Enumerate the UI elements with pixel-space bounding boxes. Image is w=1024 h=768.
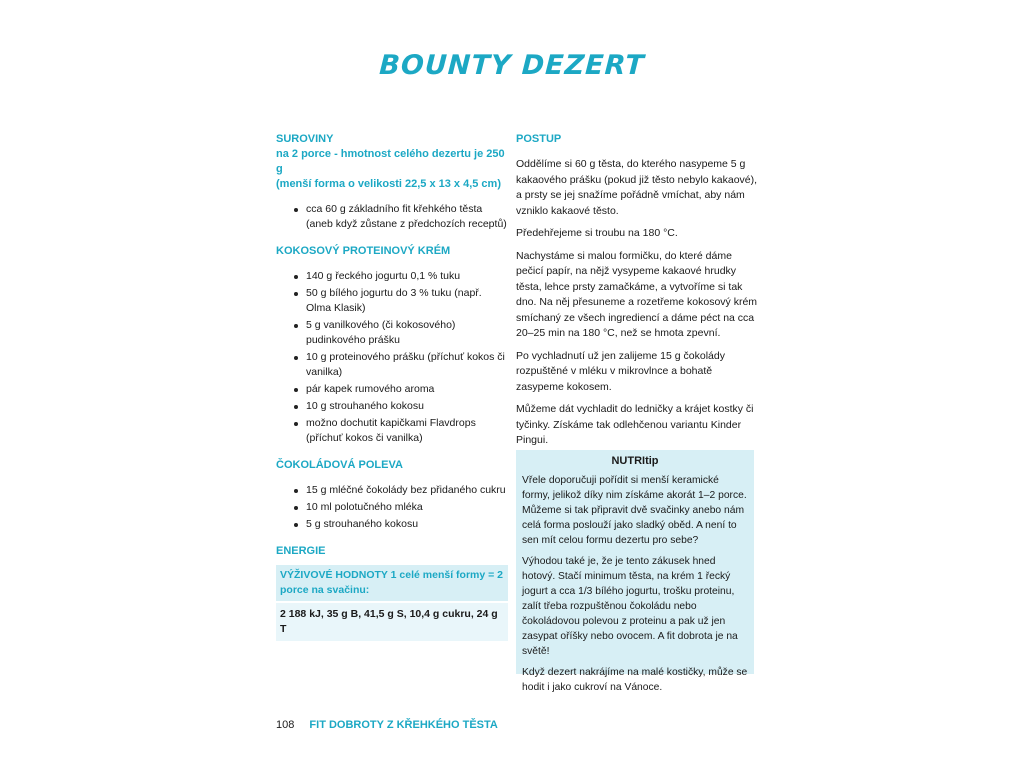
procedure-paragraph: Nachystáme si malou formičku, do které dáme pečicí papír, na nějž vysypeme kakaové hrudky těsta, lehce prsty zamačkáme, a vytvoříme si tak dno. Na něj přesuneme a rozetřeme kokosový krém smíchaný ze všech ingrediencí a dáme péct na cca 20–25 min na 180 °C, než se hmota zpevní. — [516, 249, 758, 339]
ingredients-column — [276, 132, 508, 641]
procedure-paragraph: Předehřejeme si troubu na 180 °C. — [516, 227, 678, 239]
ingredients-subheading-2: (menší forma o velikosti 22,5 x 13 x 4,5 cm) — [276, 178, 501, 190]
energy-label: VÝŽIVOVÉ HODNOTY 1 celé menší formy = 2 porce na svačinu: — [276, 565, 508, 601]
list-item: 5 g vanilkového (či kokosového) pudinkového prášku — [298, 318, 508, 348]
energy-value: 2 188 kJ, 35 g B, 41,5 g S, 10,4 g cukru, 24 g T — [276, 603, 508, 641]
nutri-tip-box — [516, 450, 754, 693]
list-item: 15 g mléčné čokolády bez přidaného cukru — [298, 483, 508, 498]
list-item: 10 g proteinového prášku (příchuť kokos či vanilka) — [298, 350, 508, 380]
list-item: 10 g strouhaného kokosu — [298, 399, 508, 414]
list-item: možno dochutit kapičkami Flavdrops (příchuť kokos či vanilka) — [298, 416, 508, 446]
cream-heading: KOKOSOVÝ PROTEINOVÝ KRÉM — [276, 245, 451, 257]
page-footer — [276, 718, 498, 733]
list-item: 50 g bílého jogurtu do 3 % tuku (např. Olma Klasik) — [298, 286, 508, 316]
ingredients-subheading-1: na 2 porce - hmotnost celého dezertu je 250 g — [276, 148, 505, 175]
tip-paragraph: Když dezert nakrájíme na malé kostičky, může se hodit i jako cukroví na Vánoce. — [522, 667, 748, 693]
procedure-paragraph: Můžeme dát vychladit do ledničky a krájet kostky či tyčinky. Získáme tak odlehčenou variantu Kinder Pingui. — [516, 403, 754, 446]
tip-title: NUTRItip — [611, 455, 659, 467]
list-item: pár kapek rumového aroma — [298, 382, 508, 397]
section-title: FIT DOBROTY Z KŘEHKÉHO TĚSTA — [309, 719, 498, 731]
page-number: 108 — [276, 719, 295, 731]
list-item: 140 g řeckého jogurtu 0,1 % tuku — [298, 269, 508, 284]
dough-list — [276, 202, 508, 232]
page-title: BOUNTY DEZERT — [378, 50, 646, 81]
cream-list — [276, 269, 508, 446]
energy-box — [276, 565, 508, 641]
glaze-list — [276, 483, 508, 532]
energy-heading: ENERGIE — [276, 545, 326, 557]
procedure-column — [516, 132, 760, 456]
procedure-paragraph: Po vychladnutí už jen zalijeme 15 g čokolády rozpuštěné v mléku v mikrovlnce a bohatě zasypeme kokosem. — [516, 349, 725, 393]
list-item: cca 60 g základního fit křehkého těsta (aneb když zůstane z předchozích receptů) — [298, 202, 508, 232]
list-item: 5 g strouhaného kokosu — [298, 517, 508, 532]
list-item: 10 ml polotučného mléka — [298, 500, 508, 515]
ingredients-heading: SUROVINY — [276, 133, 334, 145]
procedure-paragraph: Oddělíme si 60 g těsta, do kterého nasypeme 5 g kakaového prášku (pokud již těsto nebylo kakaové), a prsty se jej snažíme pořádně vmíchat, aby nám vzniklo kakaové těsto. — [516, 158, 758, 217]
procedure-heading: POSTUP — [516, 133, 562, 145]
tip-paragraph: Vřele doporučuji pořídit si menší keramické formy, jelikož díky nim získáme akorát 1–2 porce. Můžeme si tak připravit dvě svačinky anebo nám celá forma poslouží jako sladký oběd. A není to sen mít celou formu dezertu pro sebe? — [522, 475, 747, 546]
tip-paragraph: Výhodou také je, že je tento zákusek hned hotový. Stačí minimum těsta, na krém 1 řecký jogurt a cca 1/3 bílého jogurtu, trošku proteinu, zalít třeba rozpuštěnou čokoládu nebo čokoládovou polevou z proteinu a pak už jen zasypat oříšky nebo ovocem. A fit dobrota je na světě! — [522, 556, 738, 657]
glaze-heading: ČOKOLÁDOVÁ POLEVA — [276, 459, 403, 471]
